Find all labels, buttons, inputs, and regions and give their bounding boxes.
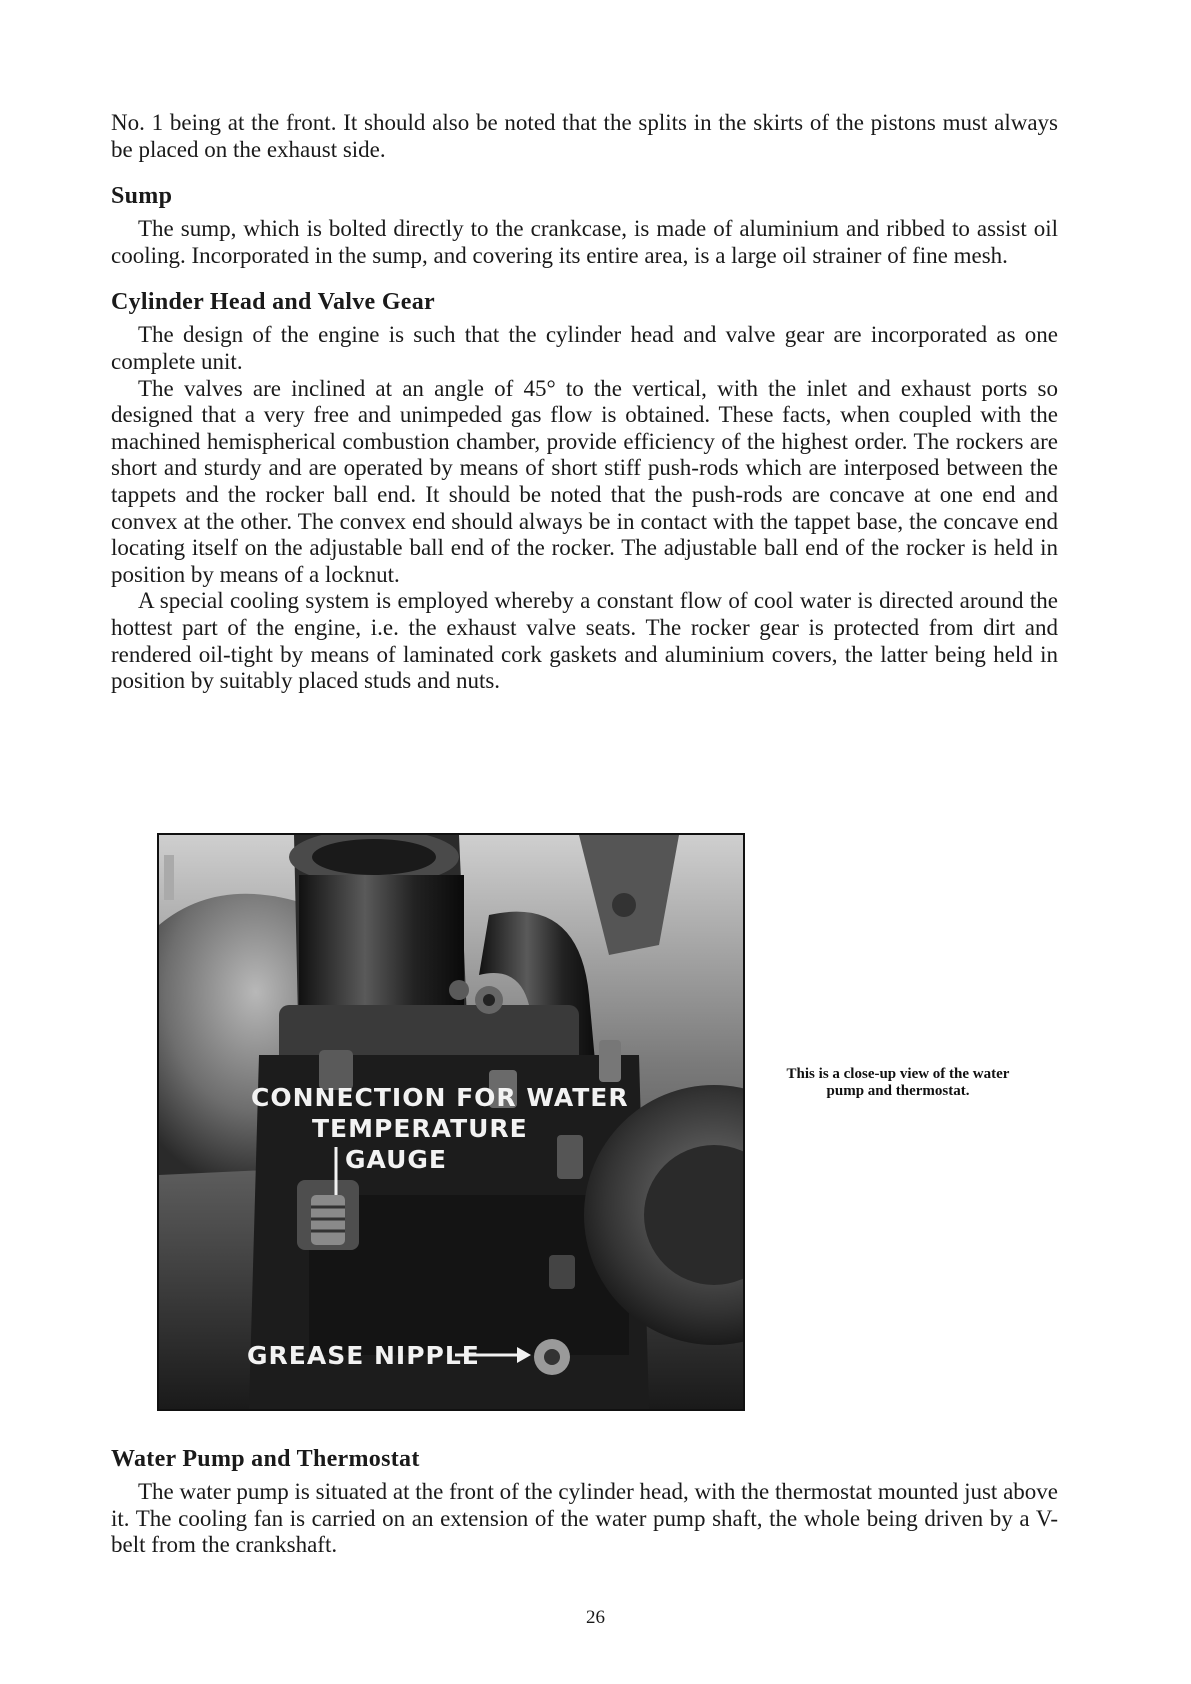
cylinder-head-paragraph-3: A special cooling system is employed whereby a constant flow of cool water is directed around the hottest part of the engine, i.e. the exhaust valve seats. The rocker gear is protected from dirt and rendered oil-tight by means of laminated cork gaskets and aluminium covers, the latter being held in position by suitably placed studs and nuts. bbox=[111, 588, 1058, 694]
page-number: 26 bbox=[586, 1607, 605, 1628]
cylinder-head-paragraph-1: The design of the engine is such that the cylinder head and valve gear are incorporated as one complete unit. bbox=[111, 322, 1058, 374]
cylinder-head-paragraph-2: The valves are inclined at an angle of 45° to the vertical, with the inlet and exhaust ports so designed that a very free and unimpeded gas flow is obtained. These facts, when coupled with the machined hemispherical combustion chamber, provide efficiency of the highest order. The rockers are short and sturdy and are operated by means of short stiff push-rods which are interposed between the tappets and the rocker ball end. It should be noted that the push-rods are concave at one end and convex at the other. The convex end should always be in contact with the tappet base, the concave end locating itself on the adjustable ball end of the rocker. The adjustable ball end of the rocker is held in position by means of a locknut. bbox=[111, 375, 1058, 587]
label-connection-line2: TEMPERATURE bbox=[312, 1114, 528, 1143]
label-connection-line3: GAUGE bbox=[345, 1145, 447, 1174]
body-text-bottom bbox=[111, 1446, 1058, 1559]
engine-photo bbox=[157, 833, 745, 1411]
label-grease-nipple: GREASE NIPPLE bbox=[247, 1341, 480, 1370]
label-connection-line1: CONNECTION FOR WATER bbox=[251, 1083, 629, 1112]
intro-paragraph: No. 1 being at the front. It should also be noted that the splits in the skirts of the pistons must always be placed on the exhaust side. bbox=[111, 110, 1058, 162]
heading-sump: Sump bbox=[111, 183, 173, 210]
figure-caption: This is a close-up view of the water pump and thermostat. bbox=[786, 1066, 1010, 1099]
heading-water-pump: Water Pump and Thermostat bbox=[111, 1446, 420, 1472]
heading-cylinder-head: Cylinder Head and Valve Gear bbox=[111, 289, 435, 316]
body-text-top bbox=[111, 110, 1058, 695]
figure bbox=[157, 833, 1057, 1413]
water-pump-paragraph: The water pump is situated at the front of the cylinder head, with the thermostat mounted just above it. The cooling fan is carried on an extension of the water pump shaft, the whole being driven by a V-belt from the crankshaft. bbox=[111, 1479, 1058, 1558]
sump-paragraph: The sump, which is bolted directly to the crankcase, is made of aluminium and ribbed to assist oil cooling. Incorporated in the sump, and covering its entire area, is a large oil strainer of fine mesh. bbox=[111, 216, 1058, 268]
